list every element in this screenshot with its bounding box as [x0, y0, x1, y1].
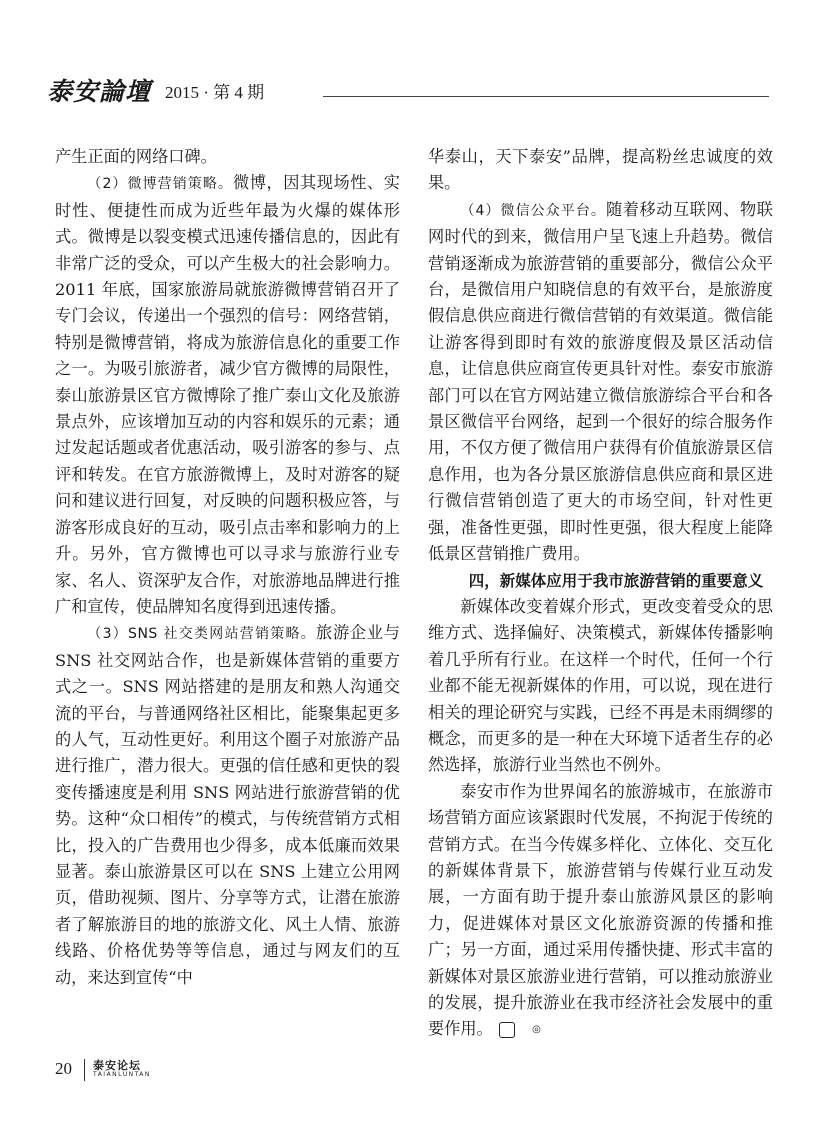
paragraph-body: 泰安市作为世界闻名的旅游城市，在旅游市场营销方面应该紧跟时代发展，不拘泥于传统的营销方式。在当今传媒多样化、立体化、交互化的新媒体背景下，旅游营销与传媒行业互动发展，一方面有助于提升泰山旅游风景区的影响力，促进媒体对景区文化旅游资源的传播和推广；另一方面，通过采用传播快捷、形式丰富的新媒体对景区旅游业进行营销，可以推动旅游业的发展，提升旅游业在我市经济社会发展中的重要作用。	[428, 781, 773, 1039]
paragraph-final	[428, 779, 773, 1043]
page-number: 20	[55, 1059, 72, 1078]
subsection-lead: （2）微博营销策略。	[87, 176, 233, 193]
left-column	[55, 144, 400, 991]
paragraph-weibo	[55, 170, 400, 620]
footer-divider	[84, 1059, 85, 1081]
right-column	[428, 144, 773, 1043]
journal-name: 泰安論壇	[47, 77, 152, 106]
paragraph-body: 旅游企业与 SNS 社交网站合作，也是新媒体营销的重要方式之一。SNS 网站搭建的是朋友和熟人沟通交流的平台，与普通网络社区相比，能聚集起更多的人气，互动性更好。利用这个圈子对旅游产品进行推广，潜力很大。更强的信任感和更快的裂变传播速度是利用 SNS 网站进行旅游营销的优势。这种“众口相传”的模式，与传统营销方式相比，投入的广告费用也少得多，成本低廉而效果显著。泰山旅游景区可以在 SNS 上建立公用网页，借助视频、图片、分享等方式，让潜在旅游者了解旅游目的地的旅游文化、风土人情、旅游线路、价格优势等等信息，通过与网友们的互动，来达到宣传“中	[55, 623, 400, 987]
footer-brand: 泰安论坛	[93, 1059, 141, 1072]
running-header	[47, 72, 769, 106]
section-heading: 四，新媒体应用于我市旅游营销的重要意义	[468, 571, 764, 590]
header-rule	[323, 96, 769, 97]
subsection-lead: （3）SNS 社交类网站营销策略。	[87, 626, 317, 643]
end-mark-icon: ◎	[499, 1022, 515, 1038]
paragraph-body: 微博，因其现场性、实时性、便捷性而成为近些年最为火爆的媒体形式。微博是以裂变模式迅速传播信息的，因此有非常广泛的受众，可以产生极大的社会影响力。2011 年底，国家旅游局就旅游微博营销召开了专门会议，传递出一个强烈的信号：网络营销，特别是微博营销，将成为旅游信息化的重要工作之一。为吸引旅游者，减少官方微博的局限性，泰山旅游景区官方微博除了推广泰山文化及旅游景点外，应该增加互动的内容和娱乐的元素；通过发起话题或者优惠活动，吸引游客的参与、点评和转发。在官方旅游微博上，及时对游客的疑问和建议进行回复，对反映的问题积极应答，与游客形成良好的互动，吸引点击率和影响力的上升。另外，官方微博也可以寻求与旅游行业专家、名人、资深驴友合作，对旅游地品牌进行推广和宣传，使品牌知名度得到迅速传播。	[55, 173, 400, 616]
paragraph-wechat	[428, 197, 773, 568]
paragraph-sns	[55, 620, 400, 991]
issue-info: 2015 · 第 4 期	[165, 83, 265, 102]
footer-brand-pinyin: TAIANLUNTAN	[93, 1071, 151, 1078]
paragraph: 华泰山，天下泰安”品牌，提高粉丝忠诚度的效果。	[428, 147, 773, 193]
paragraph-body: 随着移动互联网、物联网时代的到来，微信用户呈飞速上升趋势。微信营销逐渐成为旅游营销的重要部分，微信公众平台，是微信用户知晓信息的有效平台，是旅游度假信息供应商进行微信营销的有效渠道。微信能让游客得到即时有效的旅游度假及景区活动信息，让信息供应商宣传更具针对性。泰安市旅游部门可以在官方网站建立微信旅游综合平台和各景区微信平台网络，起到一个很好的综合服务作用，不仅方便了微信用户获得有价值旅游景区信息作用，也为各分景区旅游信息供应商和景区进行微信营销创造了更大的市场空间，针对性更强，准备性更强，即时性更强，很大程度上能降低景区营销推广费用。	[428, 199, 773, 564]
paragraph: 产生正面的网络口碑。	[55, 147, 217, 166]
subsection-lead: （4）微信公众平台。	[460, 202, 606, 219]
paragraph: 新媒体改变着媒介形式，更改变着受众的思维方式、选择偏好、决策模式，新媒体传播影响着几乎所有行业。在这样一个时代，任何一个行业都不能无视新媒体的作用，可以说，现在进行相关的理论研究与实践，已经不再是未雨绸缪的概念，而更多的是一种在大环境下适者生存的必然选择，旅游行业当然也不例外。	[428, 596, 773, 775]
